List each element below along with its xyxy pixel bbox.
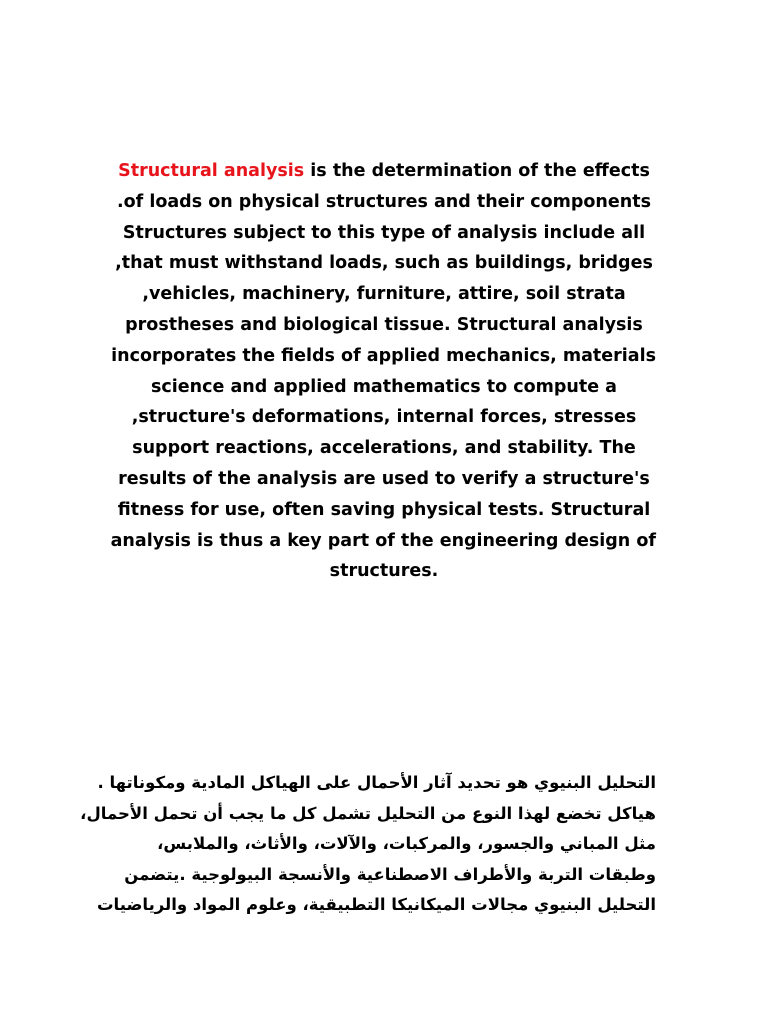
english-line-10: support reactions, accelerations, and stability. The — [132, 438, 636, 459]
arabic-line-2: هياكل تخضع لهذا النوع من التحليل تشمل كل ما يجب أن تحمل الأحمال، — [80, 803, 656, 823]
arabic-line-1: التحليل البنيوي هو تحديد آثار الأحمال على الهياكل المادية ومكوناتها . — [97, 773, 656, 792]
first-line-text: is the determination of the effects — [304, 161, 650, 181]
english-line-13: analysis is thus a key part of the engineering design of — [110, 530, 656, 551]
english-line-4: that must withstand loads, such as buildings, bridges, — [115, 253, 653, 274]
english-line-1 — [112, 156, 656, 187]
english-line-11: results of the analysis are used to verify a structure's — [118, 468, 650, 489]
english-line-6: prostheses and biological tissue. Structural analysis — [125, 314, 643, 335]
arabic-line-3: مثل المباني والجسور، والمركبات، والآلات، والأثاث، والملابس، — [157, 834, 656, 853]
english-line-12: fitness for use, often saving physical tests. Structural — [117, 499, 651, 520]
english-line-9: structure's deformations, internal forces, stresses, — [131, 407, 637, 428]
arabic-line-5: التحليل البنيوي مجالات الميكانيكا التطبيقية، وعلوم المواد والرياضيات — [96, 895, 656, 914]
english-line-14: .structures — [329, 561, 439, 582]
english-line-5: vehicles, machinery, furniture, attire, soil strata, — [142, 284, 626, 305]
arabic-line-4: وطبقات التربة والأطراف الاصطناعية والأنسجة البيولوجية .يتضمن — [124, 864, 656, 884]
arabic-paragraph — [80, 768, 656, 921]
english-line-7: incorporates the fields of applied mechanics, materials — [111, 345, 656, 366]
english-line-8: science and applied mathematics to compute a — [151, 376, 617, 397]
english-paragraph — [112, 156, 656, 587]
english-line-2: of loads on physical structures and their components. — [116, 191, 652, 212]
highlighted-term: Structural analysis — [118, 161, 305, 181]
english-line-3: Structures subject to this type of analysis include all — [122, 222, 646, 243]
